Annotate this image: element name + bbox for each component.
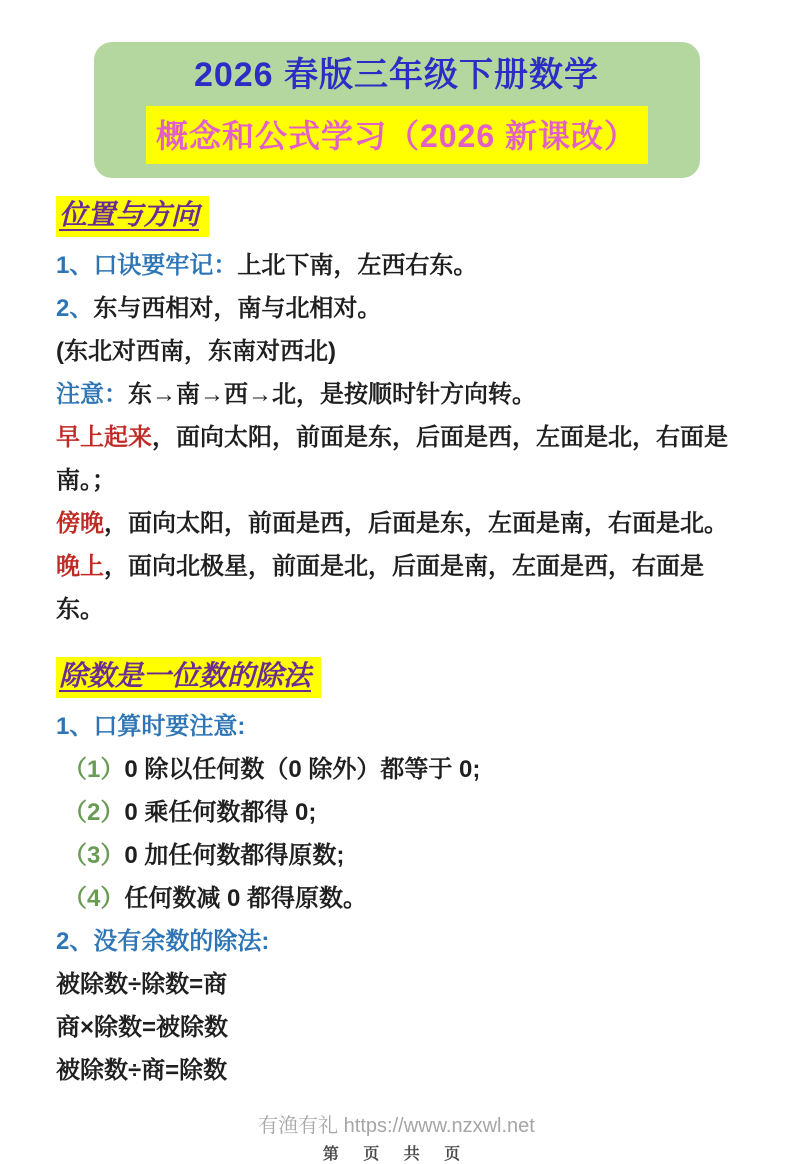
text-line <box>56 287 737 330</box>
section-1 <box>56 196 737 631</box>
text-segment-black: 被除数÷商=除数 <box>56 1057 228 1084</box>
text-line <box>56 1049 737 1092</box>
text-segment-black: 东与西相对，南与北相对。 <box>93 295 382 322</box>
page-subtitle: 概念和公式学习（2026 新课改） <box>155 118 638 154</box>
text-segment-blue: 2、没有余数的除法: <box>56 928 270 955</box>
content <box>0 178 793 1092</box>
subtitle-highlight-bar <box>146 106 648 164</box>
text-segment-green: （3） <box>63 842 125 869</box>
text-line <box>56 834 737 877</box>
text-segment-black: 任何数减 0 都得原数。 <box>124 885 368 912</box>
text-segment-black: ，面向太阳，前面是西，后面是东，左面是南，右面是北。 <box>104 510 728 537</box>
text-line <box>56 1006 737 1049</box>
text-segment-red: 傍晚 <box>56 510 104 537</box>
text-line <box>56 330 737 373</box>
text-segment-blue: 1、口诀要牢记： <box>56 252 238 279</box>
text-segment-red: 晚上 <box>56 553 104 580</box>
text-line <box>56 748 737 791</box>
text-segment-black: ，面向北极星，前面是北，后面是南，左面是西，右面是东。 <box>56 553 704 623</box>
text-segment-green: （1） <box>63 756 125 783</box>
text-line <box>56 244 737 287</box>
text-segment-black: 东→南→西→北，是按顺时针方向转。 <box>128 381 536 408</box>
text-line <box>56 705 737 748</box>
text-segment-black: ，面向太阳，前面是东，后面是西，左面是北，右面是南。； <box>56 424 728 494</box>
text-line <box>56 920 737 963</box>
footer-brand: 有渔有礼 https://www.nzxwl.net <box>258 1115 535 1137</box>
text-segment-black: 0 乘任何数都得 0; <box>124 799 317 826</box>
text-segment-black: 0 加任何数都得原数; <box>124 842 345 869</box>
text-segment-blue: 1、口算时要注意: <box>56 713 246 740</box>
text-segment-red: 早上起来 <box>56 424 152 451</box>
text-line <box>56 416 737 502</box>
text-line <box>56 502 737 545</box>
text-line <box>56 963 737 1006</box>
text-segment-blue: 注意： <box>56 381 128 408</box>
text-segment-green: （4） <box>63 885 125 912</box>
text-segment-green: （2） <box>63 799 125 826</box>
section-heading: 除数是一位数的除法 <box>56 657 321 698</box>
text-line <box>56 791 737 834</box>
text-segment-blue: 2、 <box>56 295 94 322</box>
header-box <box>94 42 700 178</box>
text-segment-black: 被除数÷除数=商 <box>56 971 228 998</box>
text-segment-black: 0 除以任何数（0 除外）都等于 0; <box>124 756 481 783</box>
page-title: 2026 春版三年级下册数学 <box>193 56 600 94</box>
footer-page-label: 第 页 共 页 <box>322 1146 471 1163</box>
text-line <box>56 545 737 631</box>
text-segment-black: 商×除数=被除数 <box>56 1014 229 1041</box>
section-2 <box>56 657 737 1092</box>
text-line <box>56 877 737 920</box>
text-segment-black: 上北下南，左西右东。 <box>237 252 478 279</box>
text-segment-black: (东北对西南，东南对西北) <box>56 338 336 365</box>
text-line <box>56 373 737 416</box>
section-heading: 位置与方向 <box>56 196 209 237</box>
